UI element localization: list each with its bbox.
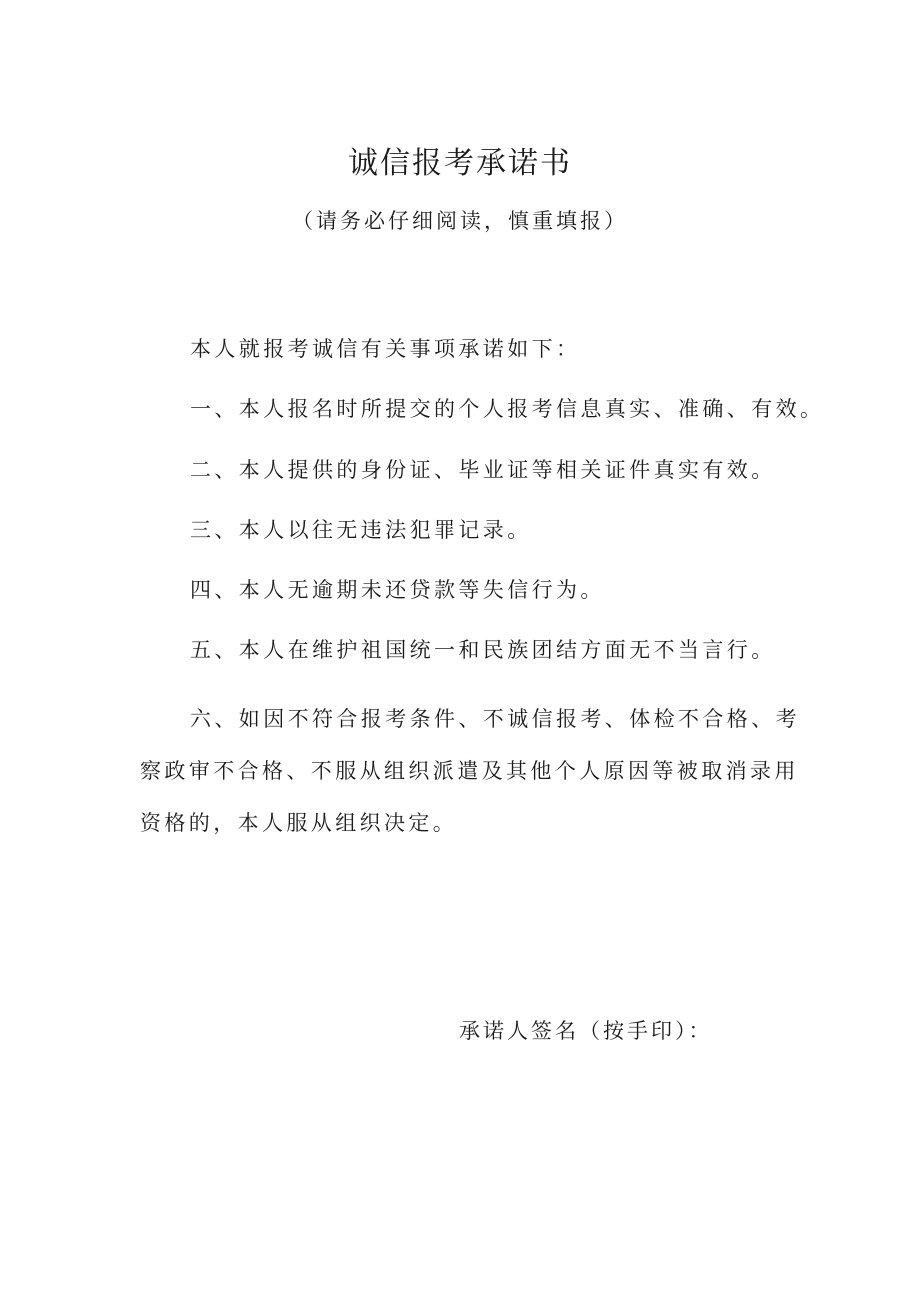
pledge-item-5: 五、本人在维护祖国统一和民族团结方面无不当言行。 bbox=[190, 638, 776, 662]
signature-label: 承诺人签名（按手印）： bbox=[459, 1019, 713, 1043]
pledge-item-1: 一、本人报名时所提交的个人报考信息真实、准确、有效。 bbox=[190, 397, 825, 421]
pledge-item-4: 四、本人无逾期未还贷款等失信行为。 bbox=[190, 578, 605, 602]
intro-paragraph: 本人就报考诚信有关事项承诺如下： bbox=[190, 337, 581, 361]
document-title: 诚信报考承诺书 bbox=[348, 146, 572, 181]
pledge-item-6: 六、如因不符合报考条件、不诚信报考、体检不合格、考察政审不合格、不服从组织派遣及其他个人原因等被取消录用资格的，本人服从组织决定。 bbox=[140, 707, 800, 835]
pledge-item-2: 二、本人提供的身份证、毕业证等相关证件真实有效。 bbox=[190, 458, 776, 482]
pledge-item-3: 三、本人以往无违法犯罪记录。 bbox=[190, 518, 532, 542]
document-subtitle: （请务必仔细阅读，慎重填报） bbox=[292, 209, 628, 233]
